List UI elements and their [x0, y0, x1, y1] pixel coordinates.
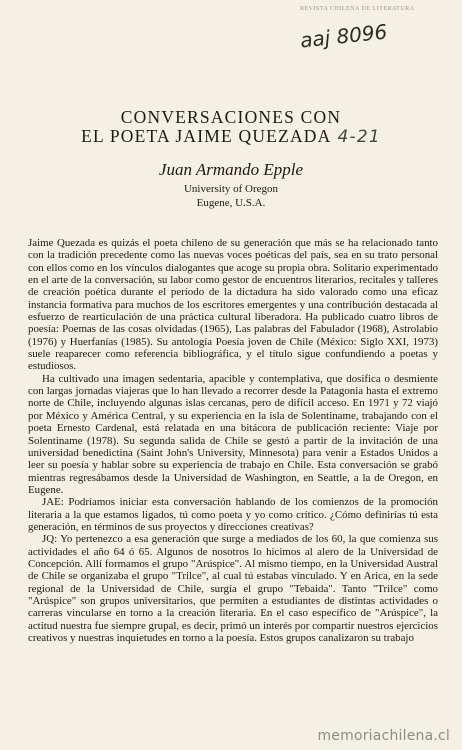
title-handwritten-annotation: 4-21: [337, 127, 381, 147]
memoriachilena-logo: memoriachilena.cl: [317, 728, 450, 744]
paragraph-answer-jq: JQ: Yo pertenezco a esa generación que surge a mediados de los 60, la que comienza sus actividades el año 64 ó 65. Algunos de nosotros lo hicimos al alero de la Universidad de Concepción. Allí formamos el grupo "Arúspice". Al mismo tiempo, en la Universidad Austral de Chile se organizaba el grupo "Trilce", al cual tú estabas vinculado. Y en Arica, en la sede regional de la Universidad de Chile, surgía el grupo "Tebaida". Tanto "Trilce" como "Arúspice" son grupos universitarios, que permiten a estudiantes de distintas actividades o carreras vincularse en torno a la creación literaria. En el caso específico de "Arúspice", la actitud nuestra fue siempre grupal, es decir, primó un interés por compartir nuestros ejercicios creativos y nuestras inquietudes en torno a la poesía. Estos grupos canalizaron su trabajo: [28, 533, 438, 644]
running-header: REVISTA CHILENA DE LITERATURA: [300, 6, 415, 12]
author-affiliation: University of Oregon: [183, 183, 279, 195]
title-line-1: CONVERSACIONES CON: [120, 107, 342, 127]
handwritten-catalog-note: aaj 8096: [298, 19, 389, 53]
title-line-2-text: EL POETA JAIME QUEZADA: [81, 126, 332, 146]
paragraph-travel: Ha cultivado una imagen sedentaria, apacible y contemplativa, que dosifica o desmiente con largas jornadas viajeras que lo han llevado a recorrer desde la Patagonia hasta el extremo norte de Chile, incluyendo algunas islas cercanas, pero de difícil acceso. En 1971 y 72 viajó por México y América Central, y su experiencia en la isla de Solentiname, trabajando con el poeta Ernesto Cardenal, está relatada en una bitácora de publicación reciente: Viaje por Solentiname (1978). Su segunda salida de Chile se gestó a partir de la invitación de una universidad benedictina (Saint John's University, Minnesota) para venir a Estados Unidos a leer su poesía y hablar sobre su experiencia de trabajo en Chile. Esta conversación se grabó mientras regresábamos desde la Universidad de Washington, en Seattle, a la de Oregon, en Eugene.: [28, 372, 438, 496]
paragraph-question-jae: JAE: Podríamos iniciar esta conversación hablando de los comienzos de la promoción literaria a la que estamos ligados, tú como poeta y yo como crítico. ¿Cómo definirías tú esta generación, en términos de sus proyectos y direcciones creativas?: [28, 496, 438, 533]
paragraph-intro: Jaime Quezada es quizás el poeta chileno de su generación que más se ha relacionado tanto con la tradición precedente como las nuevas voces poéticas del país, sea en su trato personal con ellos como en los vínculos dialogantes que acoge su propia obra. Solitario experimentado en el arte de la conversación, su labor como gestor de encuentros literarios, recitales y talleres de creación poética durante el período de la dictadura ha sido valorado como una eficaz instancia formativa para muchos de los escritores emergentes y una contribución destacada al esfuerzo de rearticulación de una práctica cultural liberadora. Ha publicado cuatro libros de poesía: Poemas de las cosas olvidadas (1965), Las palabras del Fabulador (1968), Astrolabio (1976) y Huerfanías (1985). Su antología Poesía joven de Chile (México: Siglo XXI, 1973) suele reaparecer como referencia bibliográfica, y el título sigue confundiendo a poetas y estudiosos.: [28, 237, 438, 373]
article-title: [0, 108, 462, 147]
footer-bar: [0, 720, 462, 750]
author-location: Eugene, U.S.A.: [196, 197, 266, 209]
title-line-2: [0, 127, 462, 147]
article-body: [28, 237, 438, 644]
author-name: Juan Armando Epple: [158, 160, 304, 179]
